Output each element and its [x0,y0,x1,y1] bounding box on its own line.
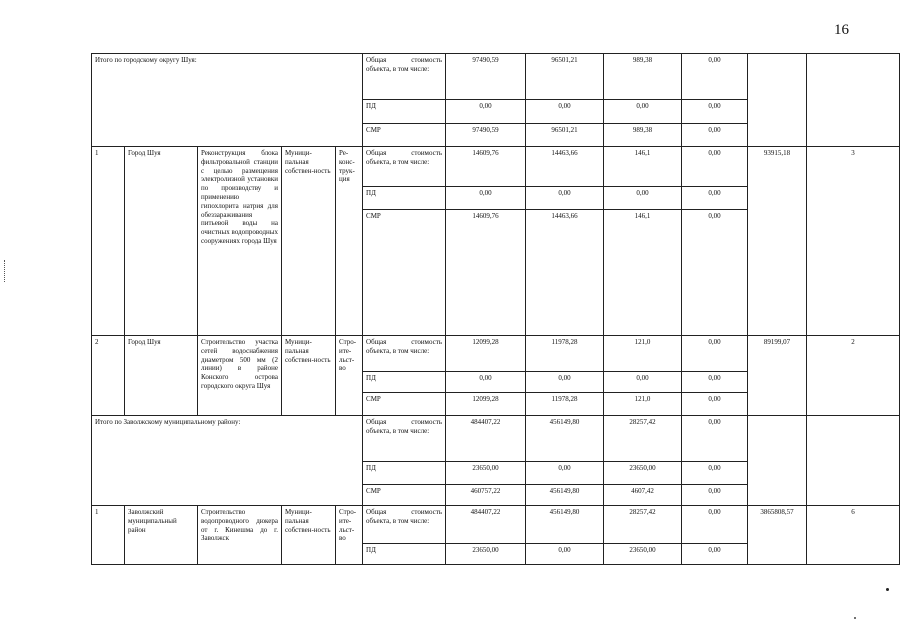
cost-type-cell: ПД [363,544,446,565]
value-cell: 23650,00 [604,462,682,485]
item-name: Строительство водопроводного дюкера от г. Кинешма до г. Заволжск [198,506,282,565]
scan-speck [886,588,889,591]
value-cell: 460757,22 [446,485,526,506]
item-count: 6 [807,506,900,565]
value-cell: 0,00 [682,147,748,187]
value-cell: 456149,80 [526,416,604,462]
table-row [92,147,900,187]
value-cell: 0,00 [682,54,748,100]
empty-cell [807,54,900,147]
item-work-type: Ре-конс-трук-ция [336,147,363,336]
value-cell: 0,00 [682,485,748,506]
value-cell: 121,0 [604,336,682,372]
value-cell: 0,00 [682,462,748,485]
value-cell: 23650,00 [446,462,526,485]
cost-type-cell: ПД [363,187,446,210]
value-cell: 12099,28 [446,336,526,372]
item-location: Город Шуя [125,147,198,336]
value-cell: 97490,59 [446,124,526,147]
investment-table [91,53,900,565]
value-cell: 0,00 [604,372,682,393]
value-cell: 28257,42 [604,506,682,544]
cost-type-cell: Общая стоимость объекта, в том числе: [363,336,446,372]
value-cell: 0,00 [682,372,748,393]
value-cell: 146,1 [604,210,682,336]
value-cell: 456149,80 [526,506,604,544]
value-cell: 456149,80 [526,485,604,506]
value-cell: 989,38 [604,54,682,100]
value-cell: 0,00 [682,336,748,372]
cost-type-cell: Общая стоимость объекта, в том числе: [363,506,446,544]
item-cost: 89199,07 [748,336,807,416]
value-cell: 97490,59 [446,54,526,100]
cost-type-cell: Общая стоимость объекта, в том числе: [363,416,446,462]
total-label: Итого по городскому округу Шуя: [92,54,363,147]
scan-speck [854,617,856,619]
value-cell: 11978,28 [526,393,604,416]
value-cell: 96501,21 [526,54,604,100]
item-ownership: Муници-пальная собствен-ность [282,147,336,336]
value-cell: 0,00 [682,393,748,416]
value-cell: 11978,28 [526,336,604,372]
table-row [92,506,900,544]
cost-type-cell: Общая стоимость объекта, в том числе: [363,147,446,187]
cost-type-cell: ПД [363,100,446,124]
value-cell: 14463,66 [526,147,604,187]
value-cell: 989,38 [604,124,682,147]
empty-cell [807,416,900,506]
value-cell: 14609,76 [446,147,526,187]
value-cell: 28257,42 [604,416,682,462]
value-cell: 14609,76 [446,210,526,336]
table-row [92,54,900,100]
value-cell: 0,00 [604,100,682,124]
value-cell: 0,00 [682,100,748,124]
value-cell: 0,00 [446,187,526,210]
item-ownership: Муници-пальная собствен-ность [282,336,336,416]
value-cell: 0,00 [682,187,748,210]
value-cell: 0,00 [446,372,526,393]
value-cell: 96501,21 [526,124,604,147]
total-label: Итого по Заволжскому муниципальному району: [92,416,363,506]
empty-cell [748,54,807,147]
value-cell: 0,00 [682,124,748,147]
item-number: 2 [92,336,125,416]
page-number: 16 [834,22,849,38]
value-cell: 0,00 [526,462,604,485]
item-number: 1 [92,506,125,565]
empty-cell [748,416,807,506]
value-cell: 0,00 [526,544,604,565]
value-cell: 12099,28 [446,393,526,416]
value-cell: 121,0 [604,393,682,416]
item-name: Строительство участка сетей водоснабжения диаметром 500 мм (2 линии) в районе Конского острова городского округа Шуя [198,336,282,416]
value-cell: 23650,00 [604,544,682,565]
value-cell: 0,00 [526,100,604,124]
value-cell: 23650,00 [446,544,526,565]
value-cell: 0,00 [682,544,748,565]
item-count: 3 [807,147,900,336]
item-ownership: Муници-пальная собствен-ность [282,506,336,565]
value-cell: 146,1 [604,147,682,187]
cost-type-cell: СМР [363,485,446,506]
item-work-type: Стро-ите-льст-во [336,336,363,416]
cost-type-cell: СМР [363,210,446,336]
item-cost: 93915,18 [748,147,807,336]
value-cell: 0,00 [526,187,604,210]
item-count: 2 [807,336,900,416]
cost-type-cell: СМР [363,124,446,147]
value-cell: 0,00 [526,372,604,393]
item-number: 1 [92,147,125,336]
margin-mark [4,260,11,282]
value-cell: 0,00 [446,100,526,124]
table-row [92,416,900,462]
value-cell: 14463,66 [526,210,604,336]
value-cell: 484407,22 [446,506,526,544]
table-row [92,336,900,372]
cost-type-cell: Общая стоимость объекта, в том числе: [363,54,446,100]
cost-type-cell: СМР [363,393,446,416]
item-cost: 3865808,57 [748,506,807,565]
value-cell: 4607,42 [604,485,682,506]
value-cell: 0,00 [682,506,748,544]
cost-type-cell: ПД [363,372,446,393]
value-cell: 0,00 [682,416,748,462]
value-cell: 0,00 [604,187,682,210]
item-work-type: Стро-ите-льст-во [336,506,363,565]
item-location: Город Шуя [125,336,198,416]
item-name: Реконструкция блока фильтровальной станции с целью размещения электролизной установки по производству и применению гипохлорита натрия для обеззараживания питьевой воды на очистных водопроводных сооружениях города Шуя [198,147,282,336]
value-cell: 484407,22 [446,416,526,462]
item-location: Заволжский муниципальный район [125,506,198,565]
value-cell: 0,00 [682,210,748,336]
cost-type-cell: ПД [363,462,446,485]
